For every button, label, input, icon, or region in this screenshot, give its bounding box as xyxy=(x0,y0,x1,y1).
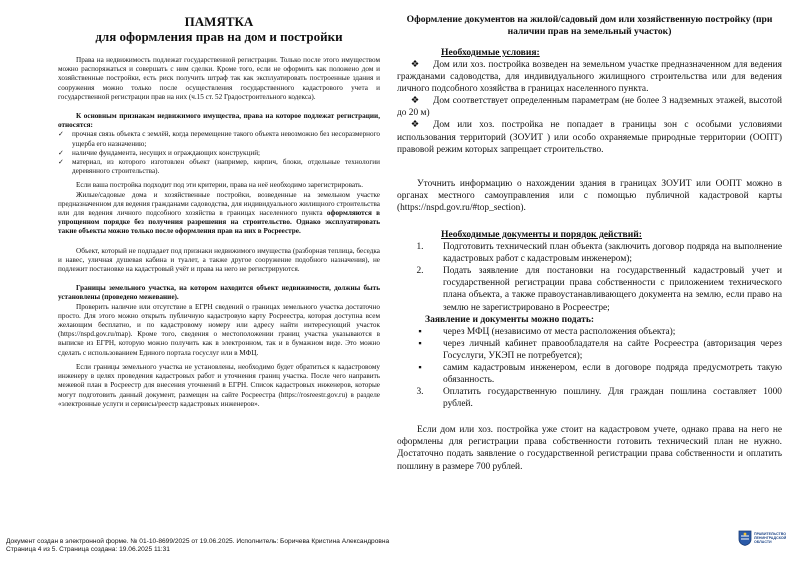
square-bullet-icon: ▪ xyxy=(418,362,422,373)
footer-line-2: Страница 4 из 5. Страница создана: 19.06.2025 11:31 xyxy=(6,546,170,553)
list-item: ✓ наличие фундамента, несущих и ограждающих конструкций; xyxy=(58,148,261,157)
left-column xyxy=(58,14,380,409)
square-bullet-icon: ▪ xyxy=(418,326,422,337)
not-property-paragraph: Объект, который не подпадает под признаки недвижимого имущества (разборная теплица, беседка и навес, уличная душевая кабина и туалет, а также другое сооружение подобного назначения), не подлежит постановке на кадастровый учёт и права на него не регистрируются. xyxy=(58,246,380,274)
checkmark-icon: ✓ xyxy=(58,158,65,167)
step-item: 2. Подать заявление для постановки на государственный кадастровый учет и государственной регистрации права собственности с приложением технического плана объекта, а также правоустанавливающего документа на землю, если право на землю не зарегистрировано в Росреестре; xyxy=(416,266,782,313)
logo-text: ПРАВИТЕЛЬСТВО ЛЕНИНГРАДСКОЙ ОБЛАСТИ xyxy=(754,532,787,544)
diamond-bullet-icon: ❖ xyxy=(410,120,420,131)
submit-option: ▪ через МФЦ (независимо от места расположения объекта); xyxy=(397,326,782,338)
list-item: ✓ материал, из которого изготовлен объект (например, кирпич, блоки, отдельные технологии деревянного строительства). xyxy=(58,158,380,176)
no-boundary-paragraph: Если границы земельного участка не установлены, необходимо будет обратиться к кадастровому инженеру в целях проведения кадастровых работ и уточнения границ участка. После чего направить межевой план в Росреестр для внесения уточнений в ЕГРН. Список кадастровых инженеров, которые могут подготовить данный документ, размещен на сайте Росреестра (https://rosreestr.gov.ru) в разделе «электронные услуги и сервисы/реестр кадастровых инженеров». xyxy=(58,362,380,408)
boundary-heading: Границы земельного участка, на котором находится объект недвижимости, должны быть установлены (проведено межевание). xyxy=(58,284,380,302)
submit-option: ▪ самим кадастровым инженером, если в договоре подряда предусмотреть такую обязанность. xyxy=(397,362,782,386)
government-logo xyxy=(738,530,794,546)
criteria-list xyxy=(58,130,380,176)
documents-heading: Необходимые документы и порядок действий: xyxy=(441,229,642,241)
diamond-bullet-icon: ❖ xyxy=(410,96,420,107)
right-column xyxy=(397,14,782,473)
conditions-heading: Необходимые условия: xyxy=(441,47,540,58)
square-bullet-icon: ▪ xyxy=(418,338,422,349)
checkmark-icon: ✓ xyxy=(58,148,65,157)
simplified-paragraph: Жилые/садовые дома и хозяйственные постройки, возведенные на земельном участке предназначенном для ведения гражданами садоводства, для индивидуального жилищного строительства или для ведения личного подсобного хозяйства в границах населенного пункта оформляются в упрощенном порядке без получения разрешения на строительство. Однако эксплуатировать такие объекты можно только после оформления прав на них в Росреестре. xyxy=(58,190,380,236)
memo-title: ПАМЯТКА xyxy=(184,14,254,29)
condition-item: ❖ Дом или хоз. постройка не попадает в границы зон с особыми условиями использования территорий (ЗОУИТ ) или особо охраняемые природные территории (ООПТ) правовой режим которых запрещает строительство. xyxy=(397,120,782,155)
document-footer xyxy=(6,538,389,554)
submit-heading: Заявление и документы можно подать: xyxy=(425,313,595,325)
criteria-paragraph: Если ваша постройка подходит под эти критерии, права на неё необходимо зарегистрировать. xyxy=(76,181,364,190)
condition-item: ❖ Дом соответствует определенным параметрам (не более 3 надземных этажей, высотой до 20 м) xyxy=(397,96,782,119)
list-item: ✓ прочная связь объекта с землёй, когда перемещение такого объекта невозможно без несоразмерного ущерба его назначению; xyxy=(58,130,380,148)
step-item: 1. Подготовить технический план объекта (заключить договор подряда на выполнение кадастровых работ с кадастровым инженером); xyxy=(416,242,782,265)
zouit-paragraph: Уточнить информацию о нахождении здания в границах ЗОУИТ или ООПТ можно в органах местного самоуправления или с помощью публичной кадастровой карты (https://nspd.gov.ru/#top_section). xyxy=(397,178,782,213)
checkmark-icon: ✓ xyxy=(58,130,65,139)
condition-item: ❖ Дом или хоз. постройка возведен на земельном участке предназначенном для ведения гражданами садоводства, для индивидуального жилищного строительства или для ведения личного подсобного хозяйства в границах населенного пункта. xyxy=(397,60,782,95)
boundary-paragraph: Проверить наличие или отсутствие в ЕГРН сведений о границах земельного участка достаточно просто. Для этого можно открыть публичную кадастровую карту Росреестра, которая доступна всем желающим бесплатно, и по кадастровому номеру или адресу найти интересующий участок (https://nspd.gov.ru/map). Кроме того, сведения о местоположении границ участка указываются в выписке из ЕГРН, которую можно получить как в электронном, так и в бумажном виде. Это можно сделать с использованием Единого портала госуслуг или в МФЦ. xyxy=(58,302,380,357)
submit-option: ▪ через личный кабинет правообладателя на сайте Росреестра (авторизация через Госуслуги, УКЭП не потребуется); xyxy=(397,338,782,362)
step-item: 3. Оплатить государственную пошлину. Для граждан пошлина составляет 1000 рублей. xyxy=(416,387,782,410)
intro-paragraph: Права на недвижимость подлежат государственной регистрации. Только после этого имуществом можно распоряжаться и совершать с ним сделки. Кроме того, если не оформить как положено дом и хозяйственные постройки, есть риск получить штраф так как эксплуатировать построенные здания и сооружения можно только после осуществления государственного кадастрового учета и государственной регистрации прав на них (ч.15 ст. 52 Градостроительного кодекса). xyxy=(58,56,380,101)
diamond-bullet-icon: ❖ xyxy=(410,60,420,70)
footer-line-1: Документ создан в электронной форме. № 01-10-8699/2025 от 19.06.2025. Исполнитель: Боричева Кристина Александровна xyxy=(6,538,390,545)
coat-of-arms-icon xyxy=(738,530,752,546)
criteria-heading: К основным признакам недвижимого имущества, права на которое подлежат регистрации, относятся: xyxy=(58,112,380,130)
final-paragraph: Если дом или хоз. постройка уже стоит на кадастровом учете, однако права на него не оформлены для регистрации права собственности готовить технический план не нужно. Достаточно подать заявление о государственной регистрации права собственности и оплатить пошлину в размере 700 рублей. xyxy=(397,425,782,472)
memo-subtitle: для оформления прав на дом и постройки xyxy=(95,29,343,44)
section-title: Оформление документов на жилой/садовый дом или хозяйственную постройку (при наличии прав на земельный участок) xyxy=(406,14,773,37)
